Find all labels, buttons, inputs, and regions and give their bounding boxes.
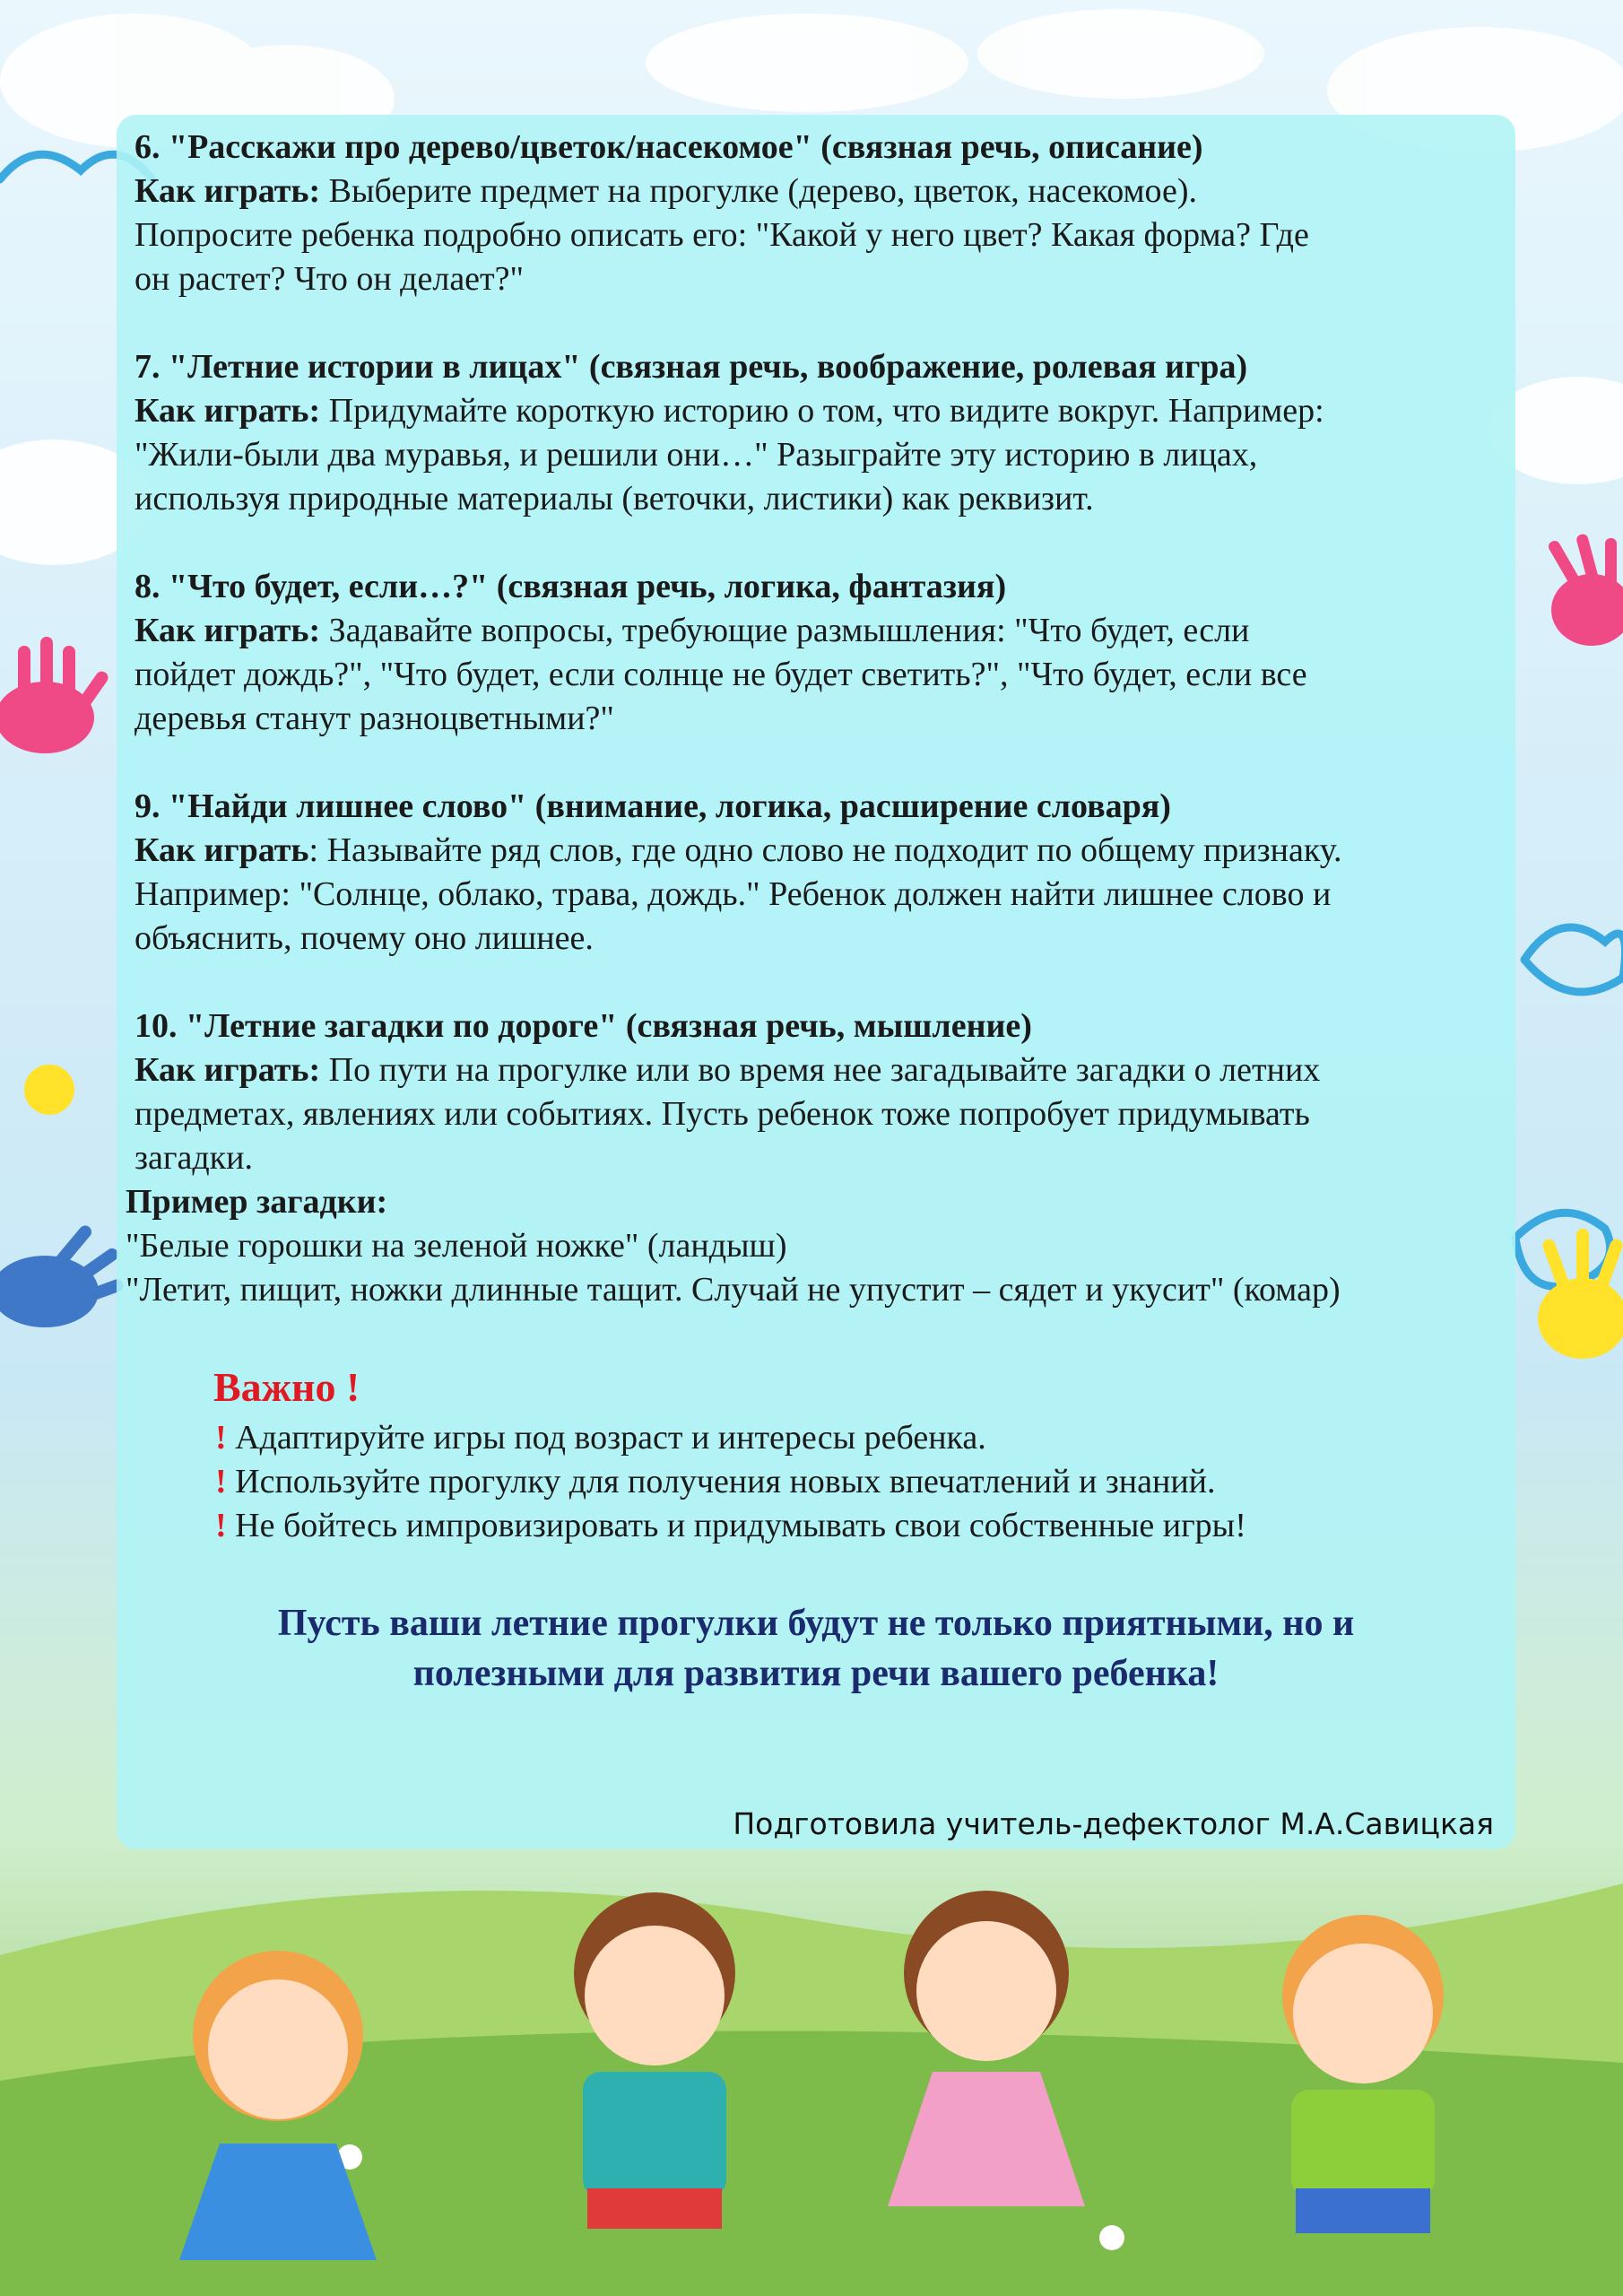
important-block [213, 1359, 1533, 1548]
section-text: объяснить, почему оно лишнее. [135, 919, 594, 957]
document-body [126, 126, 1533, 1699]
section-text: "Жили-были два муравья, и решили они…" Разыграйте эту историю в лицах, [135, 436, 1258, 474]
section-text: Попросите ребенка подробно описать его: "Какой у него цвет? Какая форма? Где [135, 216, 1309, 254]
section-text: Как играть: Придумайте короткую историю о том, что видите вокруг. Например: [135, 392, 1324, 430]
riddle-label: Пример загадки: [126, 1183, 388, 1221]
important-item: ! Адаптируйте игры под возраст и интересы ребенка. [215, 1419, 986, 1457]
section-title: 8. "Что будет, если…?" (связная речь, логика, фантазия) [135, 568, 1007, 605]
section-text: он растет? Что он делает?" [135, 260, 525, 298]
exclamation-icon: ! [215, 1507, 227, 1544]
important-item: ! Не бойтесь импровизировать и придумывать свои собственные игры! [215, 1507, 1246, 1544]
section-text: Как играть: Задавайте вопросы, требующие размышления: "Что будет, если [135, 612, 1250, 649]
flower-icon [1099, 2225, 1124, 2250]
handprint-yellow-icon [1538, 1229, 1623, 1359]
section-text: используя природные материалы (веточки, листики) как реквизит. [135, 480, 1094, 517]
important-title: Важно ! [213, 1364, 360, 1410]
section-text: Как играть: Называйте ряд слов, где одно слово не подходит по общему признаку. [135, 831, 1342, 869]
section-text: деревья станут разноцветными?" [135, 700, 614, 737]
section-text: Например: "Солнце, облако, трава, дождь." Ребенок должен найти лишнее слово и [135, 875, 1332, 913]
important-item: ! Используйте прогулку для получения новых впечатлений и знаний. [215, 1463, 1216, 1500]
riddle-examples [126, 1180, 1533, 1312]
closing-message [135, 1598, 1497, 1699]
section-title: 9. "Найди лишнее слово" (внимание, логика, расширение словаря) [135, 787, 1171, 825]
exclamation-icon: ! [215, 1463, 227, 1500]
section-text: пойдет дождь?", "Что будет, если солнце не будет светить?", "Что будет, если все [135, 656, 1307, 693]
game-section-10 [135, 1004, 1533, 1180]
game-section-7 [135, 345, 1533, 521]
how-to-play-label: Как играть: [135, 612, 321, 649]
section-title: 6. "Расскажи про дерево/цветок/насекомое" (связная речь, описание) [135, 128, 1203, 166]
section-text: загадки. [135, 1139, 253, 1177]
exclamation-icon: ! [215, 1419, 227, 1457]
handprint-blue-icon [0, 1223, 125, 1327]
game-section-8 [135, 565, 1533, 741]
how-to-play-label: Как играть: [135, 1051, 321, 1089]
game-section-6 [135, 126, 1533, 301]
section-text: Как играть: Выберите предмет на прогулке (дерево, цветок, насекомое). [135, 172, 1198, 210]
how-to-play-label: Как играть [135, 831, 309, 869]
riddle-item: "Летит, пищит, ножки длинные тащит. Случай не упустит – сядет и укусит" (комар) [126, 1271, 1341, 1309]
how-to-play-label: Как играть: [135, 392, 321, 430]
riddle-item: "Белые горошки на зеленой ножке" (ландыш) [126, 1227, 787, 1265]
scribble-cloud-right [1524, 927, 1623, 992]
handprint-pink-right-icon [1547, 533, 1623, 646]
closing-line: Пусть ваши летние прогулки будут не только приятными, но и [277, 1603, 1355, 1644]
closing-line: полезными для развития речи вашего ребенка! [412, 1653, 1219, 1694]
handprint-pink-icon [0, 637, 110, 753]
how-to-play-label: Как играть: [135, 172, 321, 210]
game-section-9 [135, 785, 1533, 961]
author-signature: Подготовила учитель-дефектолог М.А.Савицкая [733, 1806, 1494, 1841]
section-title: 7. "Летние истории в лицах" (связная речь, воображение, ролевая игра) [135, 348, 1248, 386]
section-text: Как играть: По пути на прогулке или во время нее загадывайте загадки о летних [135, 1051, 1321, 1089]
section-title: 10. "Летние загадки по дороге" (связная речь, мышление) [135, 1007, 1032, 1045]
section-text: предметах, явлениях или событиях. Пусть ребенок тоже попробует придумывать [135, 1095, 1310, 1133]
sun-dot-icon [24, 1065, 74, 1115]
